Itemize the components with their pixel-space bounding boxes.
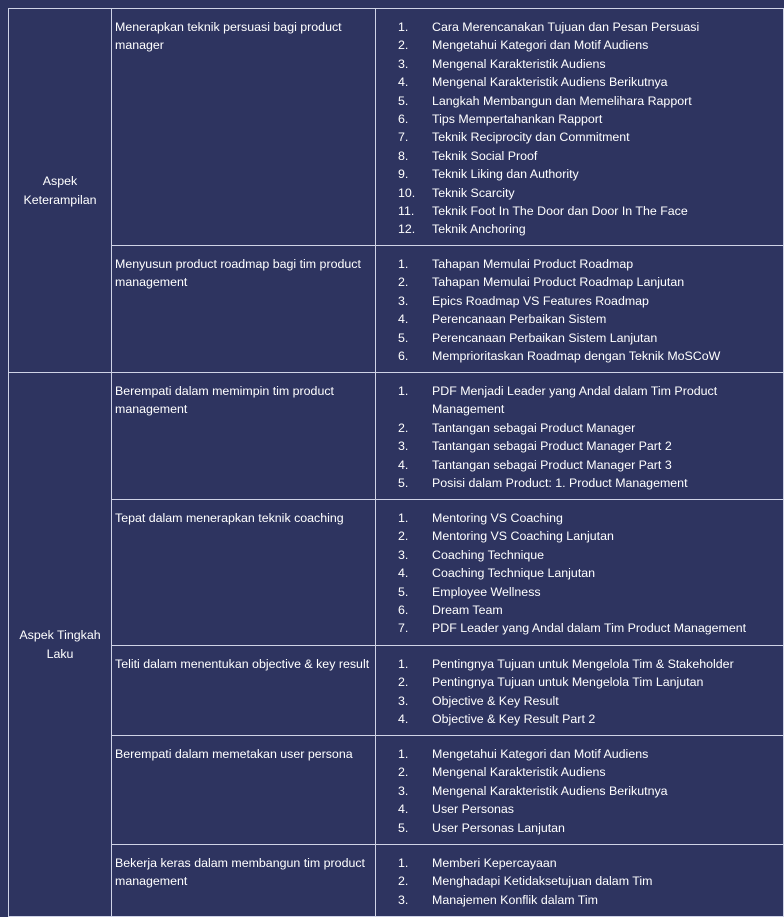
list-item-text: Posisi dalam Product: 1. Product Management (432, 476, 688, 491)
list-item-number: 3. (398, 56, 409, 71)
competency-cell (112, 845, 376, 917)
list-item-text: Mengetahui Kategori dan Motif Audiens (432, 38, 649, 53)
list-item (376, 655, 779, 673)
list-item-text: Tahapan Memulai Product Roadmap (432, 257, 634, 271)
list-item-number: 2. (398, 275, 409, 290)
list-item-number: 5. (398, 93, 409, 108)
list-item (376, 456, 779, 474)
list-item (376, 273, 779, 291)
list-item (376, 710, 779, 728)
materials-list (376, 509, 779, 638)
list-item-text: Pentingnya Tujuan untuk Mengelola Tim & Stakeholder (432, 657, 734, 671)
list-item (376, 437, 779, 455)
table-row (9, 646, 784, 736)
materials-cell (376, 500, 784, 646)
list-item (376, 692, 779, 710)
list-item-number: 2. (398, 38, 409, 53)
list-item-text: Mengenal Karakteristik Audiens (432, 765, 606, 780)
materials-cell (376, 246, 784, 373)
table-row (9, 845, 784, 917)
list-item-text: Mengenal Karakteristik Audiens (432, 56, 606, 71)
list-item (376, 583, 779, 601)
list-item-text: Langkah Membangun dan Memelihara Rapport (432, 93, 692, 108)
list-item (376, 184, 779, 202)
list-item-number: 5. (398, 820, 409, 835)
list-item (376, 601, 779, 619)
list-item (376, 800, 779, 818)
materials-cell (376, 373, 784, 500)
table-row (9, 246, 784, 373)
aspect-label: Aspek Tingkah Laku (19, 628, 101, 661)
table-row (9, 736, 784, 845)
list-item (376, 509, 779, 527)
list-item (376, 619, 779, 637)
materials-list (376, 18, 779, 239)
list-item (376, 292, 779, 310)
aspect-cell (9, 9, 112, 373)
list-item (376, 220, 779, 238)
list-item-text: User Personas Lanjutan (432, 820, 565, 835)
table-row (9, 500, 784, 646)
materials-list (376, 382, 779, 492)
list-item-text: Dream Team (432, 603, 503, 618)
competency-cell (112, 373, 376, 500)
list-item-number: 4. (398, 75, 409, 90)
list-item-number: 1. (398, 657, 409, 671)
list-item-text: Mentoring VS Coaching Lanjutan (432, 529, 614, 544)
list-item-text: Tips Mempertahankan Rapport (432, 112, 603, 127)
list-item-number: 4. (398, 566, 409, 581)
list-item (376, 474, 779, 492)
aspect-cell (9, 373, 112, 917)
competency-title: Menerapkan teknik persuasi bagi product manager (115, 20, 342, 53)
list-item-number: 1. (398, 257, 409, 271)
list-item-text: Epics Roadmap VS Features Roadmap (432, 293, 649, 308)
list-item-number: 4. (398, 312, 409, 327)
list-item (376, 564, 779, 582)
list-item-number: 3. (398, 439, 409, 454)
list-item-text: Memberi Kepercayaan (432, 856, 557, 870)
aspect-label: Aspek Keterampilan (23, 174, 97, 207)
list-item-number: 5. (398, 330, 409, 345)
list-item-text: Perencanaan Perbaikan Sistem (432, 312, 607, 327)
list-item-text: Teknik Social Proof (432, 148, 538, 163)
table-row (9, 373, 784, 500)
list-item-text: Mengetahui Kategori dan Motif Audiens (432, 747, 649, 761)
list-item-number: 3. (398, 783, 409, 798)
list-item (376, 165, 779, 183)
list-item (376, 872, 779, 890)
list-item (376, 527, 779, 545)
competency-cell (112, 500, 376, 646)
list-item-text: Tantangan sebagai Product Manager (432, 420, 636, 435)
list-item-number: 2. (398, 675, 409, 690)
list-item-number: 4. (398, 457, 409, 472)
materials-cell (376, 845, 784, 917)
competency-cell (112, 246, 376, 373)
list-item-text: Cara Merencanakan Tujuan dan Pesan Persuasi (432, 20, 700, 34)
list-item-number: 1. (398, 856, 409, 870)
list-item-text: PDF Leader yang Andal dalam Tim Product Management (432, 621, 747, 636)
list-item (376, 329, 779, 347)
curriculum-table-body (9, 9, 784, 917)
list-item-text: Employee Wellness (432, 584, 541, 599)
list-item-text: Pentingnya Tujuan untuk Mengelola Tim Lanjutan (432, 675, 704, 690)
list-item-text: Coaching Technique Lanjutan (432, 566, 596, 581)
list-item-number: 10. (398, 185, 416, 200)
competency-cell (112, 9, 376, 246)
list-item (376, 18, 779, 36)
list-item (376, 419, 779, 437)
list-item-number: 3. (398, 693, 409, 708)
list-item (376, 92, 779, 110)
list-item-text: User Personas (432, 802, 514, 817)
materials-list (376, 655, 779, 729)
list-item-number: 2. (398, 765, 409, 780)
list-item-number: 2. (398, 420, 409, 435)
list-item-text: Menghadapi Ketidaksetujuan dalam Tim (432, 874, 653, 889)
list-item-text: Mengenal Karakteristik Audiens Berikutnya (432, 783, 668, 798)
list-item-text: PDF Menjadi Leader yang Andal dalam Tim Product Management (432, 384, 718, 417)
list-item (376, 110, 779, 128)
list-item-text: Teknik Liking dan Authority (432, 167, 579, 182)
materials-cell (376, 736, 784, 845)
list-item (376, 36, 779, 54)
list-item (376, 382, 779, 419)
list-item-number: 5. (398, 584, 409, 599)
competency-cell (112, 646, 376, 736)
list-item (376, 782, 779, 800)
list-item (376, 891, 779, 909)
list-item-text: Teknik Reciprocity dan Commitment (432, 130, 630, 145)
materials-cell (376, 9, 784, 246)
list-item-number: 6. (398, 349, 409, 364)
list-item-text: Tantangan sebagai Product Manager Part 2 (432, 439, 672, 454)
list-item-text: Memprioritaskan Roadmap dengan Teknik MoSCoW (432, 349, 721, 364)
list-item-text: Mengenal Karakteristik Audiens Berikutnya (432, 75, 668, 90)
list-item (376, 147, 779, 165)
curriculum-table (8, 8, 784, 917)
list-item-text: Tantangan sebagai Product Manager Part 3 (432, 457, 672, 472)
list-item-text: Teknik Foot In The Door dan Door In The Face (432, 204, 688, 219)
competency-title: Berempati dalam memetakan user persona (115, 747, 353, 761)
list-item-number: 7. (398, 130, 409, 145)
competency-title: Berempati dalam memimpin tim product management (115, 384, 334, 417)
list-item (376, 255, 779, 273)
list-item-number: 9. (398, 167, 409, 182)
list-item-text: Objective & Key Result Part 2 (432, 712, 596, 727)
list-item (376, 128, 779, 146)
list-item-number: 6. (398, 603, 409, 618)
list-item (376, 763, 779, 781)
list-item-text: Objective & Key Result (432, 693, 559, 708)
list-item-number: 3. (398, 293, 409, 308)
materials-list (376, 255, 779, 365)
list-item-number: 4. (398, 712, 409, 727)
competency-cell (112, 736, 376, 845)
list-item-number: 12. (398, 222, 416, 237)
list-item (376, 55, 779, 73)
list-item-number: 7. (398, 621, 409, 636)
table-row (9, 9, 784, 246)
list-item (376, 854, 779, 872)
list-item-number: 4. (398, 802, 409, 817)
list-item (376, 347, 779, 365)
list-item-number: 3. (398, 892, 409, 907)
list-item-number: 11. (398, 204, 415, 219)
list-item (376, 73, 779, 91)
list-item-number: 1. (398, 20, 409, 34)
list-item-text: Manajemen Konflik dalam Tim (432, 892, 598, 907)
list-item (376, 202, 779, 220)
competency-title: Teliti dalam menentukan objective & key result (115, 657, 370, 671)
list-item-text: Mentoring VS Coaching (432, 511, 563, 525)
list-item-text: Tahapan Memulai Product Roadmap Lanjutan (432, 275, 685, 290)
list-item (376, 546, 779, 564)
list-item-text: Teknik Scarcity (432, 185, 515, 200)
materials-list (376, 854, 779, 909)
list-item-number: 8. (398, 148, 409, 163)
list-item-number: 5. (398, 476, 409, 491)
list-item-number: 1. (398, 747, 409, 761)
list-item-text: Coaching Technique (432, 547, 545, 562)
list-item-number: 1. (398, 384, 409, 398)
list-item-text: Teknik Anchoring (432, 222, 526, 237)
competency-title: Bekerja keras dalam membangun tim product management (115, 856, 365, 889)
list-item (376, 819, 779, 837)
list-item-number: 3. (398, 547, 409, 562)
list-item-number: 2. (398, 529, 409, 544)
competency-title: Menyusun product roadmap bagi tim product management (115, 257, 361, 290)
list-item-text: Perencanaan Perbaikan Sistem Lanjutan (432, 330, 658, 345)
competency-title: Tepat dalam menerapkan teknik coaching (115, 511, 344, 525)
list-item (376, 745, 779, 763)
list-item-number: 1. (398, 511, 409, 525)
materials-cell (376, 646, 784, 736)
list-item-number: 2. (398, 874, 409, 889)
list-item (376, 310, 779, 328)
list-item (376, 673, 779, 691)
materials-list (376, 745, 779, 837)
list-item-number: 6. (398, 112, 409, 127)
